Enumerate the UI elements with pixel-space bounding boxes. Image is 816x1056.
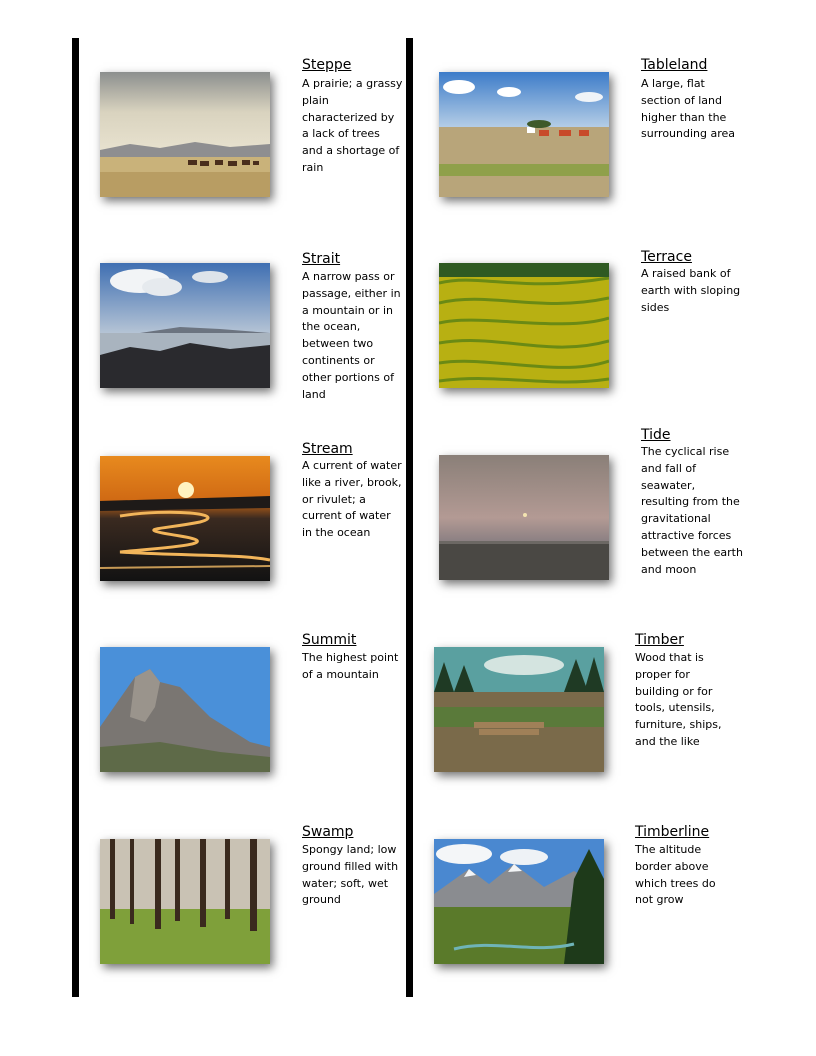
terrace-photo <box>439 263 609 388</box>
term-title: Tableland <box>641 57 708 73</box>
term-definition: Spongy land; low ground filled with water; soft, wet ground <box>302 843 399 907</box>
term-title: Steppe <box>302 57 352 73</box>
center-column-divider <box>406 38 413 997</box>
term-definition: The altitude border above which trees do not grow <box>635 843 716 907</box>
term-definition: The highest point of a mountain <box>302 651 399 681</box>
term-title: Stream <box>302 441 353 457</box>
term-title: Timber <box>635 632 684 648</box>
term-definition: A narrow pass or passage, either in a mountain or in the ocean, between two continents or other portions of land <box>302 270 401 401</box>
term-definition: A raised bank of earth with sloping sides <box>641 267 741 314</box>
term-title: Tide <box>641 427 671 443</box>
term-title: Swamp <box>302 824 354 840</box>
term-definition: The cyclical rise and fall of seawater, resulting from the gravitational attractive forces between the earth and moon <box>641 445 743 576</box>
stream-photo <box>100 456 270 581</box>
tableland-photo <box>439 72 609 197</box>
term-definition: A large, flat section of land higher than the surrounding area <box>641 77 736 141</box>
timber-photo <box>434 647 604 772</box>
term-definition: Wood that is proper for building or for tools, utensils, furniture, ships, and the like <box>635 651 722 748</box>
term-title: Terrace <box>641 249 692 265</box>
term-title: Timberline <box>635 824 710 840</box>
strait-photo <box>100 263 270 388</box>
term-title: Summit <box>302 632 357 648</box>
tide-photo <box>439 455 609 580</box>
timberline-photo <box>434 839 604 964</box>
summit-photo <box>100 647 270 772</box>
left-column-divider <box>72 38 79 997</box>
steppe-photo <box>100 72 270 197</box>
term-definition: A prairie; a grassy plain characterized by a lack of trees and a shortage of rain <box>302 77 403 174</box>
swamp-photo <box>100 839 270 964</box>
term-title: Strait <box>302 251 341 267</box>
term-definition: A current of water like a river, brook, or rivulet; a current of water in the ocean <box>302 459 402 540</box>
